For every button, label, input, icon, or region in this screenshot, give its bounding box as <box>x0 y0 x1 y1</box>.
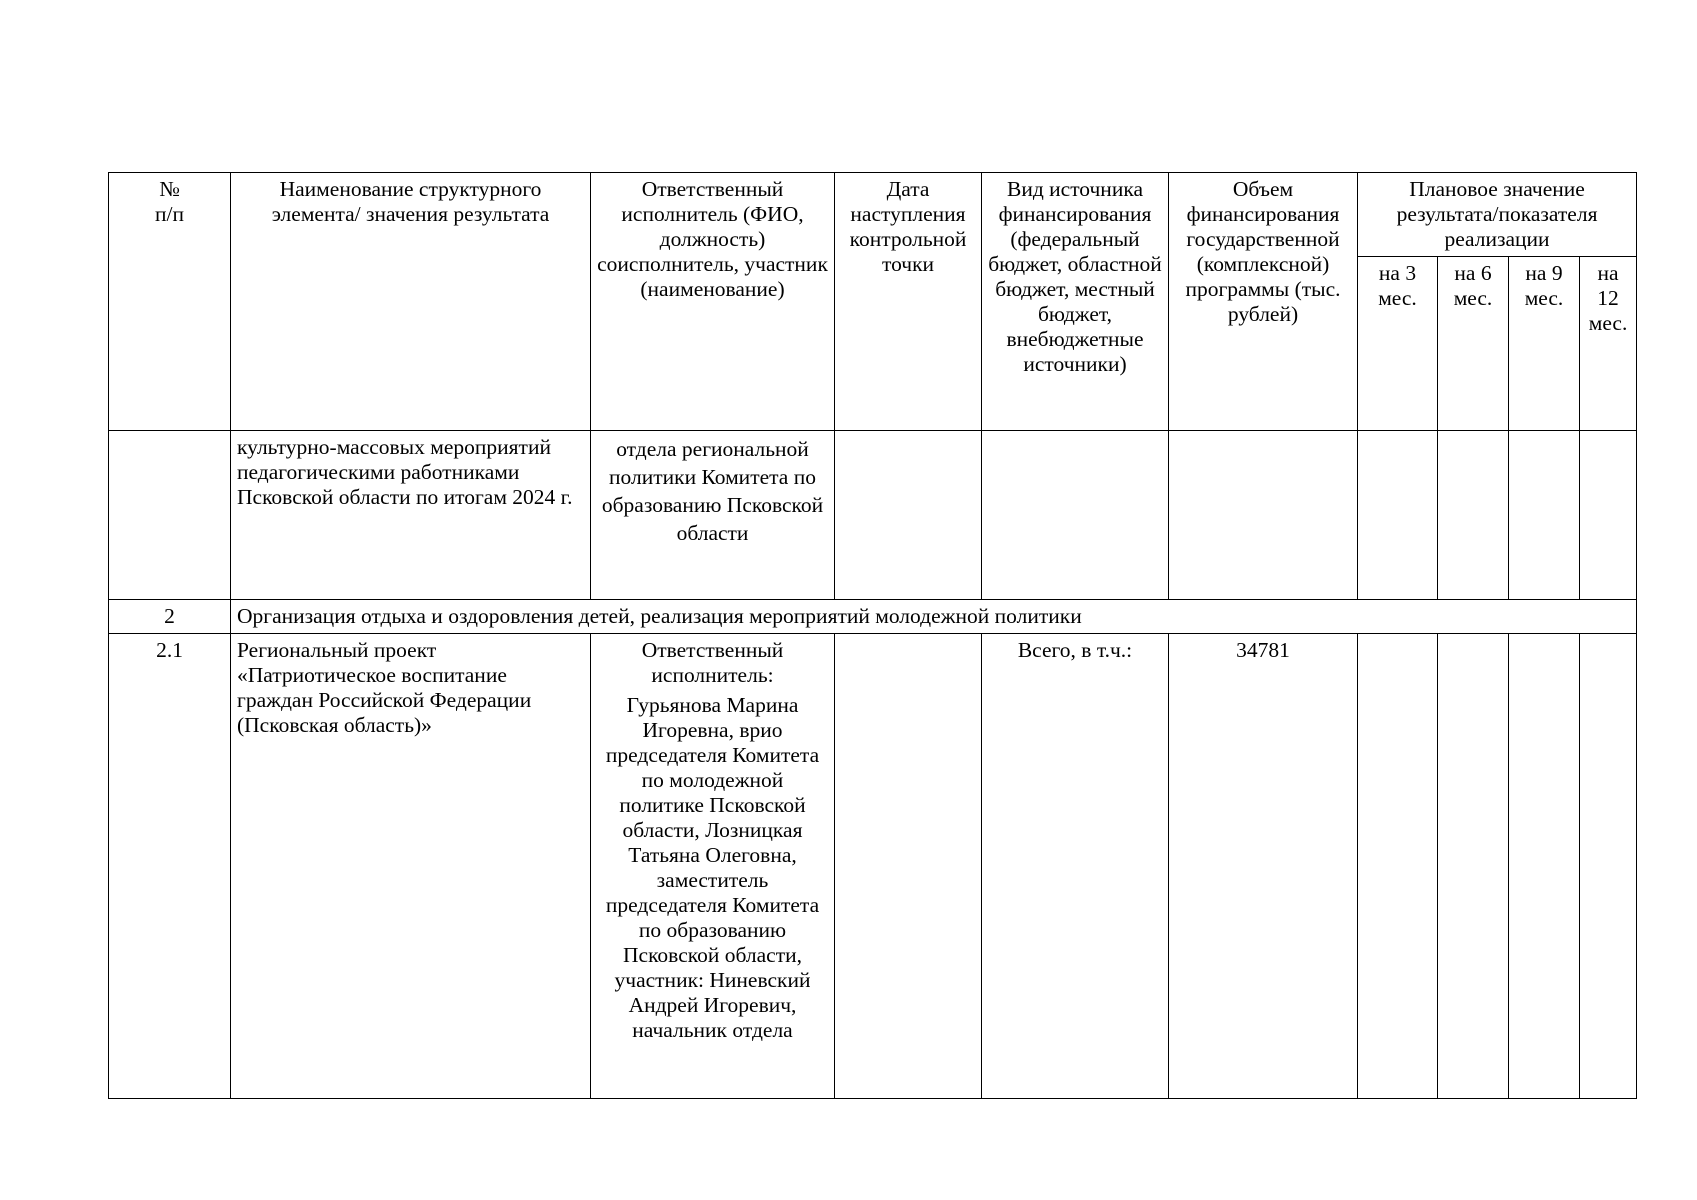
header-m3: на 3 мес. <box>1358 257 1438 431</box>
header-m9: на 9 мес. <box>1509 257 1580 431</box>
row-volume <box>1169 431 1358 600</box>
table-row <box>109 431 1637 600</box>
executor-text: Гурьянова Марина Игоревна, врио председателя Комитета по молодежной политике Псковской области, Лозницкая Татьяна Олеговна, заместитель председателя Комитета по образованию Псковской области, участник: Ниневский Андрей Игоревич, начальник отдела <box>605 693 820 1042</box>
row-num <box>109 431 231 600</box>
header-volume: Объем финансирования государственной (комплексной) программы (тыс. рублей) <box>1169 173 1358 431</box>
section-num: 2 <box>109 600 231 634</box>
row-executor-cell <box>591 634 835 1099</box>
row-m9 <box>1509 431 1580 600</box>
table-row <box>109 634 1637 1099</box>
header-source: Вид источника финансирования (федеральный бюджет, областной бюджет, местный бюджет, внебюджетные источники) <box>982 173 1169 431</box>
row-m6 <box>1438 431 1509 600</box>
row-source: Всего, в т.ч.: <box>982 634 1169 1099</box>
header-executor: Ответственный исполнитель (ФИО, должность) соисполнитель, участник (наименование) <box>591 173 835 431</box>
header-m6: на 6 мес. <box>1438 257 1509 431</box>
executor-label: Ответственный исполнитель: <box>641 638 784 687</box>
row-name: культурно-массовых мероприятий педагогическими работниками Псковской области по итогам 2024 г. <box>231 431 591 600</box>
header-row <box>109 173 1637 257</box>
header-date: Дата наступления контрольной точки <box>835 173 982 431</box>
row-m6 <box>1438 634 1509 1099</box>
row-name: Региональный проект «Патриотическое воспитание граждан Российской Федерации (Псковская область)» <box>231 634 591 1099</box>
row-m3 <box>1358 634 1438 1099</box>
header-planned: Плановое значение результата/показателя реализации <box>1358 173 1637 257</box>
row-m3 <box>1358 431 1438 600</box>
row-m12 <box>1580 431 1637 600</box>
row-m12 <box>1580 634 1637 1099</box>
section-row <box>109 600 1637 634</box>
row-date <box>835 634 982 1099</box>
row-m9 <box>1509 634 1580 1099</box>
section-title: Организация отдыха и оздоровления детей, реализация мероприятий молодежной политики <box>231 600 1637 634</box>
header-num: № п/п <box>109 173 231 431</box>
header-name: Наименование структурного элемента/ значения результата <box>231 173 591 431</box>
row-num: 2.1 <box>109 634 231 1099</box>
header-m12: на 12 мес. <box>1580 257 1637 431</box>
row-source <box>982 431 1169 600</box>
row-volume: 34781 <box>1169 634 1358 1099</box>
row-executor: отдела региональной политики Комитета по образованию Псковской области <box>591 431 835 600</box>
program-table <box>108 172 1637 1099</box>
row-date <box>835 431 982 600</box>
